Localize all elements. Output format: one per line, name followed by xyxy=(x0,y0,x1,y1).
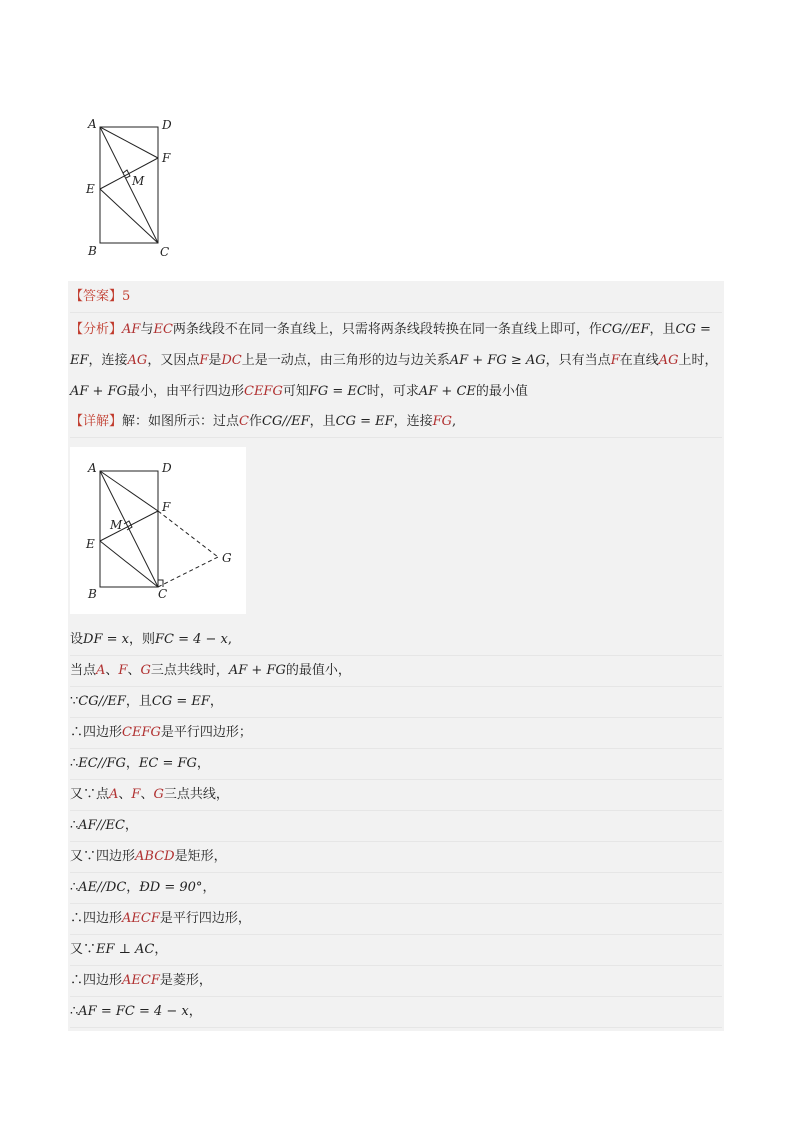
answer-value: 5 xyxy=(122,289,131,304)
step-text: ， xyxy=(124,818,138,833)
analysis-text: ，又因点 xyxy=(147,353,200,368)
step-line xyxy=(70,718,722,749)
math-term: A xyxy=(109,787,119,802)
detail-line xyxy=(70,407,722,438)
segment-ef xyxy=(100,511,158,541)
label-c: C xyxy=(160,245,170,259)
analysis-text: 两条线段不在同一条直线上，只需将两条线段转换在同一条直线上即可，作 xyxy=(172,322,602,337)
label-m: M xyxy=(132,174,145,188)
math-term: AF xyxy=(122,322,141,337)
analysis-text: 上是一动点，由三角形的边与边关系 xyxy=(241,353,450,368)
label-a: A xyxy=(88,461,97,475)
math-term: AG xyxy=(658,353,679,368)
step-text: ∵ xyxy=(70,694,79,709)
math-term: CEFG xyxy=(244,384,283,399)
step-text: 是矩形， xyxy=(174,849,227,864)
step-line xyxy=(70,687,722,718)
step-text: 又∵ xyxy=(70,942,97,957)
label-b: B xyxy=(88,587,97,601)
analysis-text: ，连接 xyxy=(88,353,128,368)
label-b: B xyxy=(88,244,97,258)
diagonal-ac xyxy=(100,127,158,243)
math-expression: CG//EF xyxy=(601,322,650,337)
step-text: ， xyxy=(196,756,210,771)
analysis-text: 最小，由平行四边形 xyxy=(126,384,244,399)
step-text: 、 xyxy=(127,663,141,678)
step-text: 三点共线时， xyxy=(150,663,229,678)
step-line xyxy=(70,656,722,687)
step-text: ， xyxy=(125,756,139,771)
step-line xyxy=(70,842,722,873)
math-expression: FG = EC xyxy=(308,384,367,399)
step-text: 设 xyxy=(70,632,84,647)
analysis-text: ， xyxy=(649,322,663,337)
step-line xyxy=(70,935,722,966)
step-text: ∴ xyxy=(70,756,79,771)
step-line xyxy=(70,997,722,1028)
label-m: M xyxy=(110,518,123,532)
math-term: A xyxy=(96,663,106,678)
analysis-text: 可知 xyxy=(282,384,309,399)
step-text: ∴四边形 xyxy=(70,973,123,988)
label-e: E xyxy=(86,537,95,551)
segment-ec xyxy=(100,189,158,243)
step-line xyxy=(70,873,722,904)
step-text: ∴ xyxy=(70,880,79,895)
geometry-figure-parallelogram xyxy=(70,447,246,614)
detail-tag: 【详解】 xyxy=(70,414,123,429)
step-text: ∴四边形 xyxy=(70,911,123,926)
step-text: 、 xyxy=(140,787,154,802)
answer-line xyxy=(70,282,722,313)
math-term: C xyxy=(239,414,249,429)
math-term: G xyxy=(140,663,151,678)
analysis-text: 的最小值 xyxy=(475,384,528,399)
dashed-fg xyxy=(158,511,218,557)
step-text: ∴四边形 xyxy=(70,725,123,740)
step-line xyxy=(70,749,722,780)
segment-af xyxy=(100,127,158,158)
math-expression: ÐD = 90° xyxy=(139,880,203,895)
analysis-tag: 【分析】 xyxy=(70,322,123,337)
segment-af xyxy=(100,471,158,511)
math-expression: AF//EC xyxy=(78,818,125,833)
step-text: 是菱形， xyxy=(159,973,212,988)
math-expression: AF + FG ≥ AG xyxy=(449,353,546,368)
math-term: EC xyxy=(153,322,173,337)
label-c: C xyxy=(158,587,168,601)
step-text: ， xyxy=(188,1004,202,1019)
math-expression: AF + FG xyxy=(228,663,286,678)
analysis-text: 是 xyxy=(208,353,222,368)
math-expression: AF + CE xyxy=(418,384,476,399)
step-text: 当点 xyxy=(70,663,97,678)
step-text: ，且 xyxy=(125,694,152,709)
math-term: F xyxy=(131,787,141,802)
math-expression: AF + FG xyxy=(70,384,127,399)
step-text: ， xyxy=(202,880,216,895)
analysis-paragraph xyxy=(70,314,722,407)
math-term: AG xyxy=(127,353,148,368)
answer-tag: 【答案】 xyxy=(70,289,123,304)
math-term: F xyxy=(118,663,128,678)
step-text: ，则 xyxy=(128,632,155,647)
label-g: G xyxy=(222,551,232,565)
label-f: F xyxy=(162,500,171,514)
detail-text: ，连接 xyxy=(393,414,433,429)
step-text: 是平行四边形； xyxy=(160,725,252,740)
step-text: 又∵点 xyxy=(70,787,110,802)
step-text: 的最值小， xyxy=(285,663,351,678)
step-text: ， xyxy=(126,880,140,895)
step-line xyxy=(70,904,722,935)
step-text: 是平行四边形， xyxy=(159,911,251,926)
label-d: D xyxy=(162,461,172,475)
math-term: G xyxy=(153,787,164,802)
step-text: ， xyxy=(209,694,223,709)
label-e: E xyxy=(86,182,95,196)
step-line xyxy=(70,625,722,656)
label-a: A xyxy=(88,117,97,131)
math-term: AECF xyxy=(122,973,160,988)
math-expression: EF ⊥ AC xyxy=(96,942,155,957)
math-term: F xyxy=(610,353,620,368)
math-expression: EC = FG xyxy=(138,756,197,771)
analysis-text: 在直线 xyxy=(619,353,659,368)
math-expression: CG = EF xyxy=(151,694,210,709)
step-text: ∴ xyxy=(70,818,79,833)
math-term: AECF xyxy=(122,911,160,926)
label-f: F xyxy=(162,151,171,165)
step-text: ∴ xyxy=(70,1004,79,1019)
math-expression: FC = 4 − x xyxy=(154,632,228,647)
step-text: 、 xyxy=(118,787,132,802)
math-term: FG xyxy=(432,414,453,429)
analysis-text: 与 xyxy=(140,322,154,337)
math-term: DC xyxy=(221,353,242,368)
math-expression: CG//EF xyxy=(262,414,310,429)
step-line xyxy=(70,966,722,997)
step-text: 、 xyxy=(105,663,119,678)
math-term: F xyxy=(199,353,209,368)
geometry-figure-rectangle xyxy=(80,112,190,262)
segment-ec xyxy=(100,541,158,587)
dashed-cg xyxy=(158,557,218,587)
detail-text: 作 xyxy=(248,414,262,429)
analysis-text: 且 xyxy=(662,322,676,337)
math-expression: DF = x xyxy=(83,632,129,647)
math-term: CEFG xyxy=(122,725,161,740)
step-line xyxy=(70,811,722,842)
math-expression: EC//FG xyxy=(78,756,126,771)
detail-text: ，且 xyxy=(309,414,336,429)
step-text: ， xyxy=(154,942,168,957)
analysis-text: 上时， xyxy=(678,353,718,368)
analysis-text: 时，可求 xyxy=(366,384,419,399)
math-term: ABCD xyxy=(135,849,175,864)
math-expression: CG = EF xyxy=(70,322,711,368)
math-expression: CG//EF xyxy=(78,694,126,709)
detail-text: 解：如图所示：过点 xyxy=(122,414,240,429)
math-expression: AE//DC xyxy=(78,880,127,895)
math-expression: AF = FC = 4 − x xyxy=(78,1004,189,1019)
detail-text: , xyxy=(452,414,457,429)
step-text: , xyxy=(227,632,232,647)
step-text: 又∵四边形 xyxy=(70,849,136,864)
label-d: D xyxy=(162,118,172,132)
math-expression: CG = EF xyxy=(335,414,394,429)
analysis-text: ，只有当点 xyxy=(545,353,611,368)
step-text: 三点共线， xyxy=(163,787,229,802)
step-line xyxy=(70,780,722,811)
